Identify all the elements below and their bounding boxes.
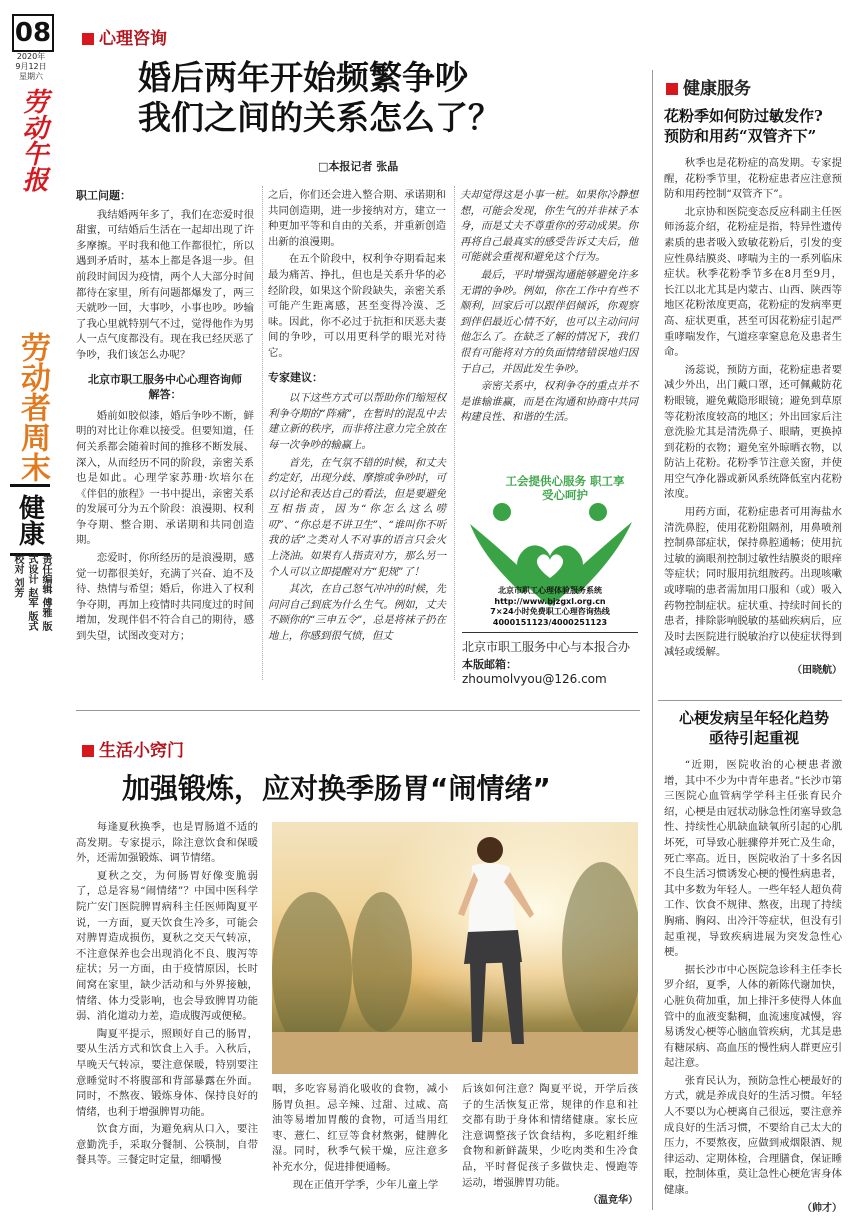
advice-paragraph: 亲密关系中，权利争夺的重点并不是谁输谁赢，而是在沟通和协商中共同构建良性、和谐的生活。 <box>460 380 638 424</box>
logo-info <box>462 586 638 628</box>
psych-col3 <box>460 188 638 428</box>
heart-body <box>664 758 842 1216</box>
page-number-box <box>12 14 54 52</box>
logo-url: http://www.bjzgxl.org.cn <box>494 596 606 606</box>
issue-date <box>8 52 54 82</box>
right-divider <box>658 700 842 701</box>
advice-paragraph: 首先，在气氛不错的时候，和丈夫约定好，出现分歧、摩擦或争吵时，可以讨论和表达自己的看法，但是要避免互相指责，因为“你怎么这么唠叨”、“你总是不讲卫生”、“谁叫你不听我的话”之类对人不对事的语言只会火上浇油。如果有人指责对方，那么另一个人可以立即提醒对方“犯规”了！ <box>268 456 446 578</box>
section-tab <box>10 484 50 556</box>
psych-headline-line1: 婚后两年开始频繁争吵 <box>138 58 468 97</box>
heart-headline <box>664 708 844 748</box>
psych-paragraph: 之后，你们还会进入整合期、承诺期和共同创造期，进一步接纳对方，建立一种更加平等和自由的关系，并重新创造出新的浪漫期。 <box>268 189 446 248</box>
psych-byline: □本报记者 张晶 <box>318 160 399 173</box>
credit-proof: 版式校对 刘芳 <box>12 554 37 631</box>
health-paragraph: 用药方面，花粉症患者可用海盐水清洗鼻腔，使用花粉阻隔剂，用鼻喷剂控制鼻部症状，保持鼻腔通畅；使用抗过敏的滴眼剂控制过敏性结膜炎的眼痒等症状；同时服用抗组胺药。出现咳嗽或哮喘的患者需加用口服和（或）吸入药物控制症状。症状重、持续时间长的患者，排除影响脱敏的基础疾病后，应及时去医院进行脱敏治疗以使症状得到减轻或缓解。 <box>664 506 842 659</box>
health-paragraph: 北京协和医院变态反应科副主任医师汤蕊介绍，花粉症是指，特异性遗传素质的患者吸入致敏花粉后，引发的变应性鼻结膜炎、哮喘为主的一系列临床症状。秋季花粉季节多在8月至9月，长江以北尤其是内蒙古、山西、陕西等地区花粉浓度更高，花粉症的发病率更高、症状更重，甚至可因花粉症引起严重哮喘发作，气道痉挛窒息危及患者生命。 <box>664 205 842 359</box>
psych-headline-line2: 我们之间的关系怎么了？ <box>138 98 501 137</box>
page-number: 08 <box>14 18 52 48</box>
service-logo <box>462 468 638 634</box>
life-col3 <box>462 1082 638 1209</box>
psych-headline <box>138 58 608 138</box>
life-col2 <box>272 1082 448 1195</box>
heart-headline-line2: 亟待引起重视 <box>708 729 799 747</box>
email-line <box>462 656 642 686</box>
issue-weekday: 星期六 <box>19 72 43 81</box>
right-column-divider <box>652 70 653 1210</box>
health-body <box>664 156 842 679</box>
psych-col-rule <box>262 186 263 680</box>
life-paragraph: 陶夏平提示，照顾好自己的肠胃，要从生活方式和饮食上入手。入秋后，早晚天气转凉，要注意保暖，特别要注意睡觉时不将腹部和背部暴露在外面。同时，不熬夜、锻炼身体、保持良好的情绪，也利于增强脾胃功能。 <box>76 1027 258 1118</box>
email-address: zhoumolvyou@126.com <box>462 672 607 686</box>
cohost-line: 北京市职工服务中心与本报合办 <box>462 640 631 654</box>
health-paragraph: 汤蕊说，预防方面，花粉症患者要减少外出，出门戴口罩，还可佩戴防花粉眼镜，避免戴隐形眼镜；避免到草原等花粉浓度较高的地区；外出回家后注意洗脸尤其是清洗鼻子、眼睛，更换掉到花粉的衣物；避免室外晾晒衣物，以防沾上花粉。花粉季节注意关窗，并使用空气净化器或新风系统降低室内花粉浓度。 <box>664 363 842 501</box>
answer-paragraph: 恋爱时，你所经历的是浪漫期，感觉一切都很美好，充满了兴奋、迫不及待、热情与希望；婚后，你进入了权利争夺期，再加上疫情时共同度过的时间增加，发现伴侣不符合自己的期待，感到失望，试图改变对方； <box>76 552 254 643</box>
life-paragraph: 现在正值开学季，少年儿童上学 <box>292 1178 439 1191</box>
life-paragraph: 后该如何注意？陶夏平说，开学后孩子的生活恢复正常，规律的作息和社交都有助于身体和情绪健康。家长应注意调整孩子饮食结构，多吃粗纤维食物和新鲜蔬果，少吃肉类和生冷食品，平时督促孩子多做快走、慢跑等运动，增强脾胃功能。 <box>462 1083 638 1189</box>
life-headline: 加强锻炼，应对换季肠胃“闹情绪” <box>122 772 551 805</box>
psych-paragraph: 在五个阶段中，权利争夺期看起来最为痛苦、挣扎，但也是关系升华的必经阶段，如果这个阶段缺失，亲密关系可能产生距离感，甚至变得冷漠、乏味。因此，你不必过于抗拒和厌恶夫妻间的争吵，可以用更科学的眼光对待它。 <box>268 253 446 359</box>
advice-paragraph: 夫却觉得这是小事一桩。如果你冷静想想，可能会发现，你生气的并非袜子本身，而是丈夫不尊重你的劳动成果。你再将自己最真实的感受告诉丈夫后，他可能就会重视和避免这个行为。 <box>460 189 638 264</box>
advice-paragraph: 以下这些方式可以帮助你们缩短权利争夺期的“阵痛”，在暂时的混乱中去建立新的秩序，而非将注意力完全放在每一次争吵的输赢上。 <box>268 392 446 451</box>
life-paragraph: 饮食方面，为避免病从口入，要注意勤洗手，采取分餐制、公筷制，自带餐具等。三餐定时定量，细嚼慢 <box>76 1123 258 1167</box>
section-square-icon <box>82 33 94 45</box>
credits <box>10 554 52 634</box>
psych-col2 <box>268 188 446 647</box>
life-paragraph: 每逢夏秋换季，也是胃肠道不适的高发期。专家提示，除注意饮食和保暖外，还需加强锻炼、调节情绪。 <box>76 821 258 865</box>
life-section-text: 生活小窍门 <box>99 741 184 761</box>
weekend-title-text: 劳动者周末 <box>15 332 50 482</box>
section-square-icon <box>666 83 678 95</box>
heart-author: （帅才） <box>802 1202 842 1214</box>
heart-paragraph: 张育民认为，预防急性心梗最好的方式，就是养成良好的生活习惯。年轻人不要以为心梗离自己很远，要注意养成良好的生活习惯，不要给自己太大的压力，不要熬夜，应做到戒烟限酒、规律运动、定期体检，合理膳食，保证睡眠，控制体重，莫让急性心梗危害身体健康。 <box>664 1074 842 1197</box>
question-heading: 职工问题： <box>76 189 131 202</box>
life-paragraph: 夏秋之交，为何肠胃好像变脆弱了，总是容易“闹情绪”？中国中医科学院广安门医院脾胃病科主任医师陶夏平说，一方面，夏天饮食生冷多，可能会对脾胃造成损伤，夏秋之交天气转凉，不注意保养也会出现消化不良、腹泻等症状；另一方面，由于疫情原因，长时间窝在家里，缺少活动和与外界接触，情绪、体力受影响，也会导致脾胃功能弱、消化道动力差，造成腹泻或便秘。 <box>76 869 258 1023</box>
life-author: （温竞华） <box>588 1195 638 1207</box>
answer-paragraph: 婚前如胶似漆，婚后争吵不断，鲜明的对比让你难以接受。但要知道，任何关系都会随着时间的推移不断发展、深入，从而经历不同的阶段，亲密关系也是如此。心理学家苏珊·坎培尔在《伴侣的旅程》一书中提出，亲密关系的发展可分为五个阶段：浪漫期、权利争夺期、整合期、承诺期和共同创造期。 <box>76 409 254 547</box>
psych-col1 <box>76 188 254 647</box>
health-headline <box>664 106 844 146</box>
weekend-title <box>14 332 48 482</box>
runner-photo <box>272 822 638 1074</box>
paper-name: 劳动午报 <box>18 88 48 192</box>
email-label: 本版邮箱： <box>462 658 517 671</box>
section-square-icon <box>82 745 94 757</box>
logo-hotline-numbers: 4000151123/4000251123 <box>492 617 608 627</box>
cohost-rule <box>462 632 638 633</box>
heart-headline-line1: 心梗发病呈年轻化趋势 <box>678 709 829 727</box>
health-author: （田晓航） <box>792 665 842 676</box>
issue-year: 2020年 <box>16 52 46 61</box>
section-tab-text: 健康 <box>14 494 45 546</box>
health-paragraph: 秋季也是花粉症的高发期。专家提醒，花粉季节里，花粉症患者应注意预防和用药控制“双管齐下”。 <box>664 157 842 201</box>
logo-arc-text: 工会提供心服务 职工享受心呵护 <box>505 474 625 502</box>
logo-hotline-label: 7×24小时免费职工心理咨询热线 <box>490 607 610 616</box>
health-section-label <box>666 74 751 99</box>
credit-editor: 责任编辑 傅雅 <box>40 554 51 618</box>
middle-divider <box>76 710 640 711</box>
credit-design: 版式设计 赵军 <box>26 554 51 631</box>
health-headline-line2: 预防和用药“双管齐下” <box>664 127 817 145</box>
issue-month-day: 9月12日 <box>15 62 47 71</box>
psych-section-label <box>82 24 167 49</box>
paper-logo <box>12 88 46 198</box>
logo-org: 北京市职工心理体验服务系统 <box>498 586 602 595</box>
advice-heading: 专家建议： <box>268 370 323 384</box>
life-section-label <box>82 736 184 761</box>
heart-paragraph: 据长沙市中心医院急诊科主任李长罗介绍，夏季，人体的新陈代谢加快，心脏负荷加重，加上排汗多使得人体血管中的血液变黏稠，血流速度减慢，容易诱发心梗等心脑血管疾病，尤其是患有糖尿病、高血压的慢性病人群更应引起注意。 <box>664 963 842 1070</box>
life-col1 <box>76 820 258 1171</box>
psych-col-rule <box>454 186 455 680</box>
health-headline-line1: 花粉季如何防过敏发作? <box>664 107 823 125</box>
question-paragraph: 我结婚两年多了，我们在恋爱时很甜蜜，可结婚后生活在一起却出现了许多摩擦。平时我和他工作都很忙，所以遇到矛盾时，基本上都是各退一步。但前段时间因为疫情，两个人大部分时间都待在家里，所有问题都爆发了，两三天就吵一回，大事吵，小事也吵。吵输了我心里就特别气不过，觉得他作为男人一点气度都没有。现在我已经厌恶了争吵，我们该怎么办呢？ <box>76 208 254 361</box>
psych-section-text: 心理咨询 <box>99 29 167 49</box>
health-section-text: 健康服务 <box>683 79 751 99</box>
runner-photo-illustration <box>272 822 638 1074</box>
life-paragraph: 咽，多吃容易消化吸收的食物，减小肠胃负担。忌辛辣、过甜、过咸、高油等易增加胃酸的食物，可适当用红枣、薏仁、红豆等食材熬粥，健脾化湿。同时，秋季气候干燥，应注意多补充水分，促进排便通畅。 <box>272 1083 448 1173</box>
advice-paragraph: 其次，在自己怒气冲冲的时候，先问问自己到底为什么生气。例如，丈夫不顾你的“三申五令”，总是将袜子扔在地上，你感到很气愤，但丈 <box>268 583 446 643</box>
answerer-heading: 北京市职工服务中心心理咨询师解答： <box>88 372 242 402</box>
advice-paragraph: 最后，平时增强沟通能够避免许多无谓的争吵。例如，你在工作中有些不顺利，回家后可以跟伴侣倾诉，你观察到伴侣最近心情不好，也可以主动问问他怎么了。在缺乏了解的情况下，我们很有可能将对方的负面情绪错误地归因于自己，并因此发生争吵。 <box>460 268 638 375</box>
heart-paragraph: “近期，医院收治的心梗患者激增，其中不少为中青年患者。”长沙市第三医院心血管病学学科主任张育民介绍，心梗是由冠状动脉急性闭塞导致急性、持续性心肌缺血缺氧所引起的心肌坏死，可导致心脏骤停并死亡及生命，死亡率高。近日，医院收治了十多名因不良生活习惯诱发心梗的慢性病患者，其中多数为年轻人。一些年轻人超负荷工作、饮食不规律、熬夜，出现了持续胸痛、胸闷、出冷汗等症状，但没有引起重视，导致疾病进展为突发急性心梗。 <box>664 759 842 959</box>
